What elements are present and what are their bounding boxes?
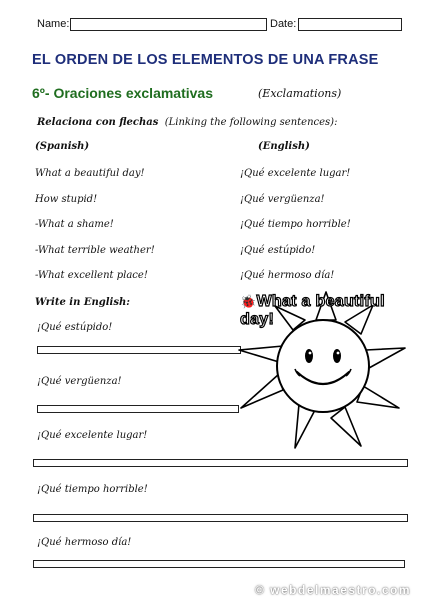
name-field[interactable] xyxy=(70,18,267,31)
english-column-header: (English) xyxy=(258,141,310,152)
left-sentence-1: What a beautiful day! xyxy=(35,168,145,179)
left-sentence-3: -What a shame! xyxy=(35,219,114,230)
right-sentence-3: ¡Qué tiempo horrible! xyxy=(240,219,351,230)
instruction-bold: Relaciona con flechas xyxy=(37,117,159,128)
answer-line-4[interactable] xyxy=(33,514,408,522)
ladybug-icon: 🐞 xyxy=(240,294,257,309)
instruction xyxy=(37,117,337,128)
right-sentence-5: ¡Qué hermoso día! xyxy=(240,270,335,281)
write-prompt-3: ¡Qué excelente lugar! xyxy=(37,430,148,441)
spanish-column-header: (Spanish) xyxy=(35,141,90,152)
answer-line-2[interactable] xyxy=(37,405,239,413)
worksheet-title: EL ORDEN DE LOS ELEMENTOS DE UNA FRASE xyxy=(32,52,379,68)
left-sentence-5: -What excellent place! xyxy=(35,270,148,281)
write-prompt-4: ¡Qué tiempo horrible! xyxy=(37,484,148,495)
right-sentence-2: ¡Qué vergüenza! xyxy=(240,194,325,205)
right-sentence-4: ¡Qué estúpido! xyxy=(240,245,316,256)
answer-line-1[interactable] xyxy=(37,346,241,354)
write-prompt-5: ¡Qué hermoso día! xyxy=(37,537,132,548)
write-prompt-2: ¡Qué vergüenza! xyxy=(37,376,122,387)
name-label: Name: xyxy=(37,18,70,30)
date-label: Date: xyxy=(270,18,297,30)
write-prompt-1: ¡Qué estúpido! xyxy=(37,322,113,333)
section-note: (Exclamations) xyxy=(258,87,342,100)
sun-caption xyxy=(240,293,385,329)
left-sentence-2: How stupid! xyxy=(35,194,98,205)
right-sentence-1: ¡Qué excelente lugar! xyxy=(240,168,351,179)
date-field[interactable] xyxy=(298,18,402,31)
sun-caption-line-2: day! xyxy=(240,311,275,328)
section-title: 6º- Oraciones exclamativas xyxy=(32,85,213,101)
write-heading: Write in English: xyxy=(35,297,130,308)
left-sentence-4: -What terrible weather! xyxy=(35,245,155,256)
footer-credit: © webdelmaestro.com xyxy=(255,583,412,597)
instruction-rest: (Linking the following sentences): xyxy=(164,117,338,128)
sun-caption-line-1: What a beautiful xyxy=(256,293,385,310)
answer-line-3[interactable] xyxy=(33,459,408,467)
answer-line-5[interactable] xyxy=(33,560,405,568)
